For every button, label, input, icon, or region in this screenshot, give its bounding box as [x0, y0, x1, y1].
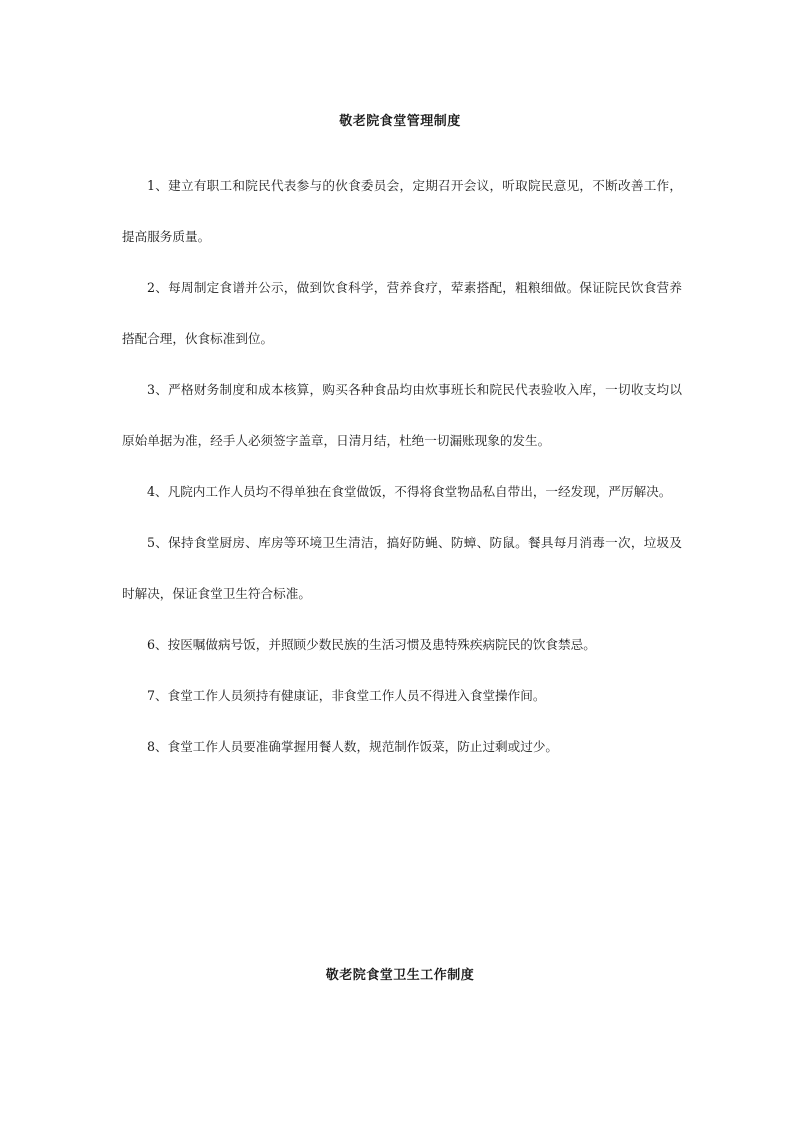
rule-item-8: 8、食堂工作人员要准确掌握用餐人数，规范制作饭菜，防止过剩或过少。 — [147, 739, 559, 754]
document-title: 敬老院食堂管理制度 — [339, 114, 461, 129]
rule-item-7: 7、食堂工作人员须持有健康证，非食堂工作人员不得进入食堂操作间。 — [147, 688, 546, 703]
rule-item-6: 6、按医嘱做病号饭，并照顾少数民族的生活习惯及患特殊疾病院民的饮食禁忌。 — [147, 637, 596, 652]
second-document-title: 敬老院食堂卫生工作制度 — [325, 968, 475, 983]
rule-item-3: 3、严格财务制度和成本核算，购买各种食品均由炊事班长和院民代表验收入库，一切收支均以原始单据为准，经手人必须签字盖章，日清月结，杜绝一切漏账现象的发生。 — [122, 382, 682, 448]
rules-list — [122, 160, 682, 772]
rule-item-2: 2、每周制定食谱并公示，做到饮食科学，营养食疗，荤素搭配，粗粮细做。保证院民饮食营养搭配合理，伙食标准到位。 — [122, 280, 682, 346]
rule-item-1: 1、建立有职工和院民代表参与的伙食委员会，定期召开会议，听取院民意见，不断改善工作，提高服务质量。 — [122, 178, 682, 244]
rule-item-4: 4、凡院内工作人员均不得单独在食堂做饭，不得将食堂物品私自带出，一经发现，严厉解决。 — [147, 484, 672, 499]
rule-item-5: 5、保持食堂厨房、库房等环境卫生清洁，搞好防蝇、防蟑、防鼠。餐具每月消毒一次，垃圾及时解决，保证食堂卫生符合标准。 — [122, 535, 682, 601]
